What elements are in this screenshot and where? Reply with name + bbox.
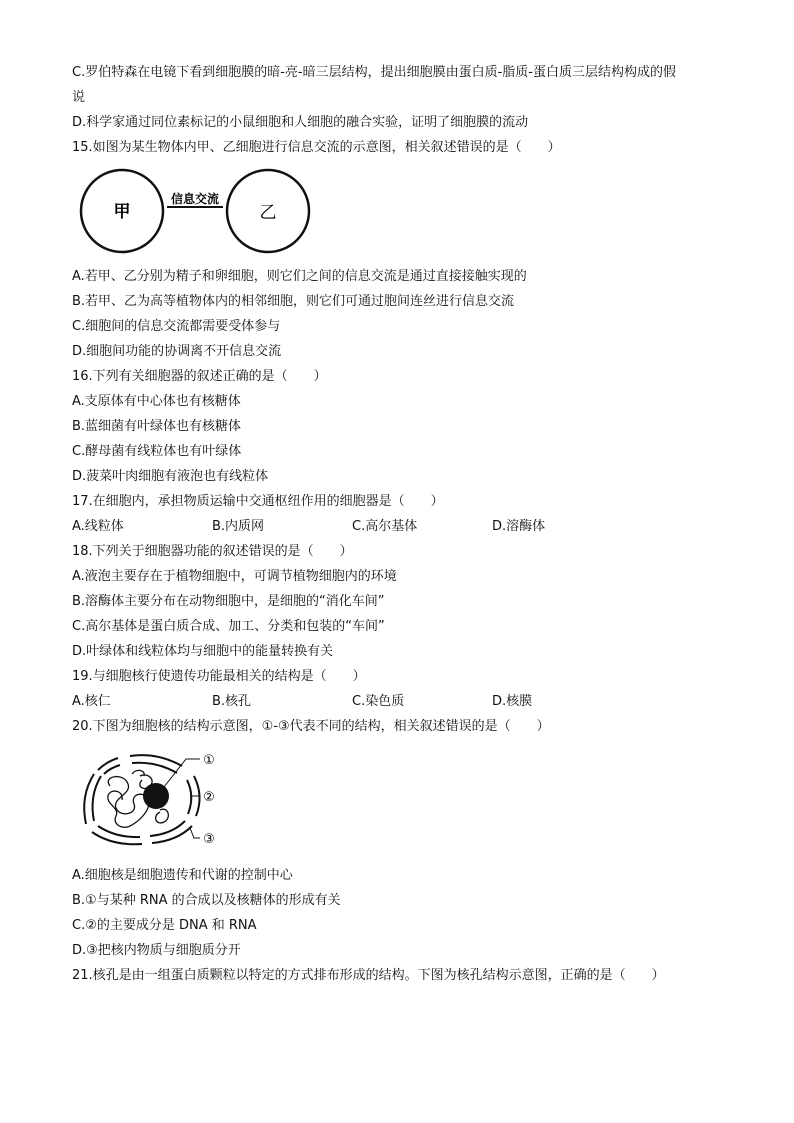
q17-option-a: A.线粒体 (72, 519, 124, 534)
q18-option-a: A.液泡主要存在于植物细胞中，可调节植物细胞内的环境 (72, 569, 397, 584)
q20-option-c: C.②的主要成分是 DNA 和 RNA (72, 918, 257, 933)
cell-yi-label: 乙 (259, 203, 277, 223)
q15-option-c: C.细胞间的信息交流都需要受体参与 (72, 319, 281, 334)
q20-option-a: A.细胞核是细胞遗传和代谢的控制中心 (72, 868, 293, 883)
q14-option-d: D.科学家通过同位素标记的小鼠细胞和人细胞的融合实验，证明了细胞膜的流动 (72, 115, 529, 130)
cell-communication-figure (72, 166, 322, 258)
q19-option-a: A.核仁 (72, 694, 111, 709)
q15-option-d: D.细胞间功能的协调离不开信息交流 (72, 344, 282, 359)
figure-label-3: ③ (203, 832, 215, 847)
q17-option-d: D.溶酶体 (492, 519, 546, 534)
q19-stem: 19.与细胞核行使遗传功能最相关的结构是（ ） (72, 669, 366, 684)
q16-option-c: C.酵母菌有线粒体也有叶绿体 (72, 444, 242, 459)
q17-option-c: C.高尔基体 (352, 519, 418, 534)
q15-stem: 15.如图为某生物体内甲、乙细胞进行信息交流的示意图，相关叙述错误的是（ ） (72, 140, 561, 155)
q20-option-d: D.③把核内物质与细胞质分开 (72, 943, 241, 958)
communication-link-label: 信息交流 (170, 192, 220, 206)
nucleolus-dot (143, 783, 169, 809)
q14-option-c-line2: 说 (72, 90, 86, 105)
q18-option-b: B.溶酶体主要分布在动物细胞中，是细胞的“消化车间” (72, 594, 385, 609)
leader-line-1 (164, 759, 200, 787)
q19-option-d: D.核膜 (492, 694, 533, 709)
q20-option-b: B.①与某种 RNA 的合成以及核糖体的形成有关 (72, 893, 341, 908)
q14-option-c-line1: C.罗伯特森在电镜下看到细胞膜的暗-亮-暗三层结构，提出细胞膜由蛋白质-脂质-蛋白质三层结构构成的假 (72, 65, 676, 80)
q21-stem: 21.核孔是由一组蛋白质颗粒以特定的方式排布形成的结构。下图为核孔结构示意图，正确的是（ ） (72, 968, 665, 983)
q16-stem: 16.下列有关细胞器的叙述正确的是（ ） (72, 369, 327, 384)
figure-label-2: ② (203, 790, 215, 805)
q18-option-d: D.叶绿体和线粒体均与细胞中的能量转换有关 (72, 644, 334, 659)
q20-stem: 20.下图为细胞核的结构示意图，①-③代表不同的结构，相关叙述错误的是（ ） (72, 719, 550, 734)
q18-option-c: C.高尔基体是蛋白质合成、加工、分类和包装的“车间” (72, 619, 385, 634)
q18-stem: 18.下列关于细胞器功能的叙述错误的是（ ） (72, 544, 353, 559)
q15-option-a: A.若甲、乙分别为精子和卵细胞，则它们之间的信息交流是通过直接接触实现的 (72, 269, 527, 284)
q15-option-b: B.若甲、乙为高等植物体内的相邻细胞，则它们可通过胞间连丝进行信息交流 (72, 294, 515, 309)
figure-label-1: ① (203, 753, 215, 768)
cell-jia-label: 甲 (113, 202, 131, 222)
q17-stem: 17.在细胞内，承担物质运输中交通枢纽作用的细胞器是（ ） (72, 494, 444, 509)
q16-option-b: B.蓝细菌有叶绿体也有核糖体 (72, 419, 242, 434)
q19-option-c: C.染色质 (352, 694, 405, 709)
nucleus-structure-figure (72, 746, 222, 854)
q16-option-a: A.支原体有中心体也有核糖体 (72, 394, 241, 409)
q16-option-d: D.菠菜叶肉细胞有液泡也有线粒体 (72, 469, 269, 484)
leader-line-3 (190, 828, 200, 838)
nuclear-envelope-arcs (84, 755, 199, 844)
q17-option-b: B.内质网 (212, 519, 265, 534)
q19-option-b: B.核孔 (212, 694, 252, 709)
